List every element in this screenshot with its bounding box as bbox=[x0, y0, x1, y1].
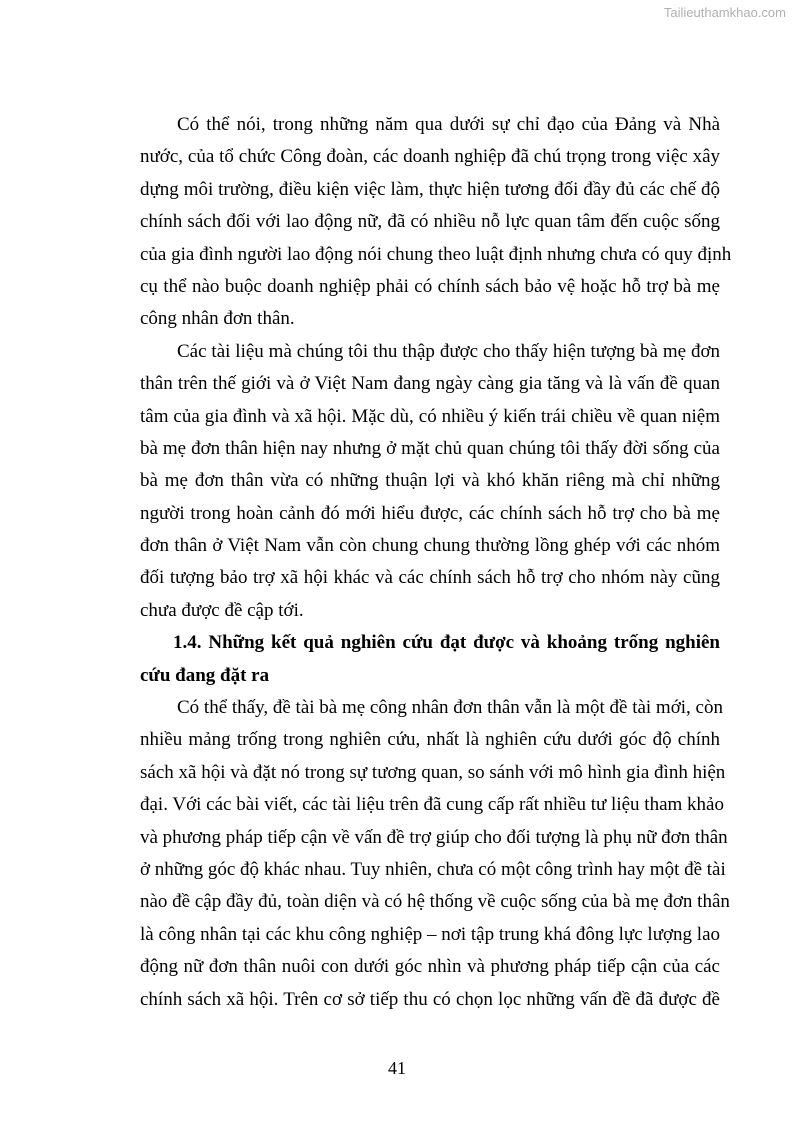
text-line: chưa được đề cập tới. bbox=[140, 599, 304, 621]
text-line: chính sách đối với lao động nữ, đã có nhiều nỗ lực quan tâm đến cuộc sống bbox=[140, 211, 720, 233]
document-body bbox=[140, 109, 732, 1016]
text-line: là công nhân tại các khu công nghiệp – nơi tập trung khá đông lực lượng lao bbox=[140, 923, 720, 945]
text-line: Các tài liệu mà chúng tôi thu thập được cho thấy hiện tượng bà mẹ đơn bbox=[177, 340, 720, 362]
text-line: chính sách xã hội. Trên cơ sở tiếp thu có chọn lọc những vấn đề đã được đề bbox=[140, 988, 720, 1010]
paragraph bbox=[140, 692, 730, 1016]
text-line: nước, của tổ chức Công đoàn, các doanh nghiệp đã chú trọng trong việc xây bbox=[140, 146, 720, 168]
text-line: 1.4. Những kết quả nghiên cứu đạt được và khoảng trống nghiên bbox=[173, 632, 720, 654]
watermark: Tailieuthamkhao.com bbox=[663, 5, 786, 20]
text-line: nào đề cập đầy đủ, toàn diện và có hệ thống về cuộc sống của bà mẹ đơn thân bbox=[140, 891, 730, 913]
text-line: Có thể thấy, đề tài bà mẹ công nhân đơn thân vẫn là một đề tài mới, còn bbox=[177, 697, 723, 719]
text-line: của gia đình người lao động nói chung theo luật định nhưng chưa có quy định bbox=[140, 243, 732, 265]
text-line: công nhân đơn thân. bbox=[140, 308, 295, 330]
paragraph bbox=[140, 109, 732, 336]
text-line: đại. Với các bài viết, các tài liệu trên đã cung cấp rất nhiều tư liệu tham khảo bbox=[140, 794, 724, 816]
text-line: bà mẹ đơn thân hiện nay nhưng ở mặt chủ quan chúng tôi thấy đời sống của bbox=[140, 437, 720, 459]
text-line: Có thể nói, trong những năm qua dưới sự chỉ đạo của Đảng và Nhà bbox=[177, 114, 720, 135]
text-line: đơn thân ở Việt Nam vẫn còn chung chung thường lồng ghép với các nhóm bbox=[140, 535, 720, 557]
text-line: tâm của gia đình và xã hội. Mặc dù, có nhiều ý kiến trái chiều về quan niệm bbox=[140, 405, 720, 427]
text-line: và phương pháp tiếp cận về vấn đề trợ giúp cho đối tượng là phụ nữ đơn thân bbox=[140, 826, 728, 848]
text-line: thân trên thế giới và ở Việt Nam đang ngày càng gia tăng và là vấn đề quan bbox=[140, 373, 720, 395]
text-line: bà mẹ đơn thân vừa có những thuận lợi và khó khăn riêng mà chỉ những bbox=[140, 470, 720, 492]
text-line: dựng môi trường, điều kiện việc làm, thực hiện tương đối đầy đủ các chế độ bbox=[140, 178, 720, 200]
text-line: cụ thể nào buộc doanh nghiệp phải có chính sách bảo vệ hoặc hỗ trợ bà mẹ bbox=[140, 275, 720, 297]
text-line: động nữ đơn thân nuôi con dưới góc nhìn và phương pháp tiếp cận của các bbox=[140, 956, 720, 978]
page-number: 41 bbox=[388, 1058, 406, 1078]
text-line: cứu đang đặt ra bbox=[140, 664, 270, 686]
text-line: ở những góc độ khác nhau. Tuy nhiên, chưa có một công trình hay một đề tài bbox=[140, 858, 726, 880]
paragraph bbox=[140, 336, 720, 628]
text-line: sách xã hội và đặt nó trong sự tương quan, so sánh với mô hình gia đình hiện bbox=[140, 761, 726, 783]
text-line: đối tượng bảo trợ xã hội khác và các chính sách hỗ trợ cho nhóm này cũng bbox=[140, 567, 720, 589]
text-line: người trong hoàn cảnh đó mới hiểu được, các chính sách hỗ trợ cho bà mẹ bbox=[140, 502, 720, 524]
text-line: nhiều mảng trống trong nghiên cứu, nhất là nghiên cứu dưới góc độ chính bbox=[140, 729, 720, 751]
section-heading bbox=[140, 627, 720, 692]
